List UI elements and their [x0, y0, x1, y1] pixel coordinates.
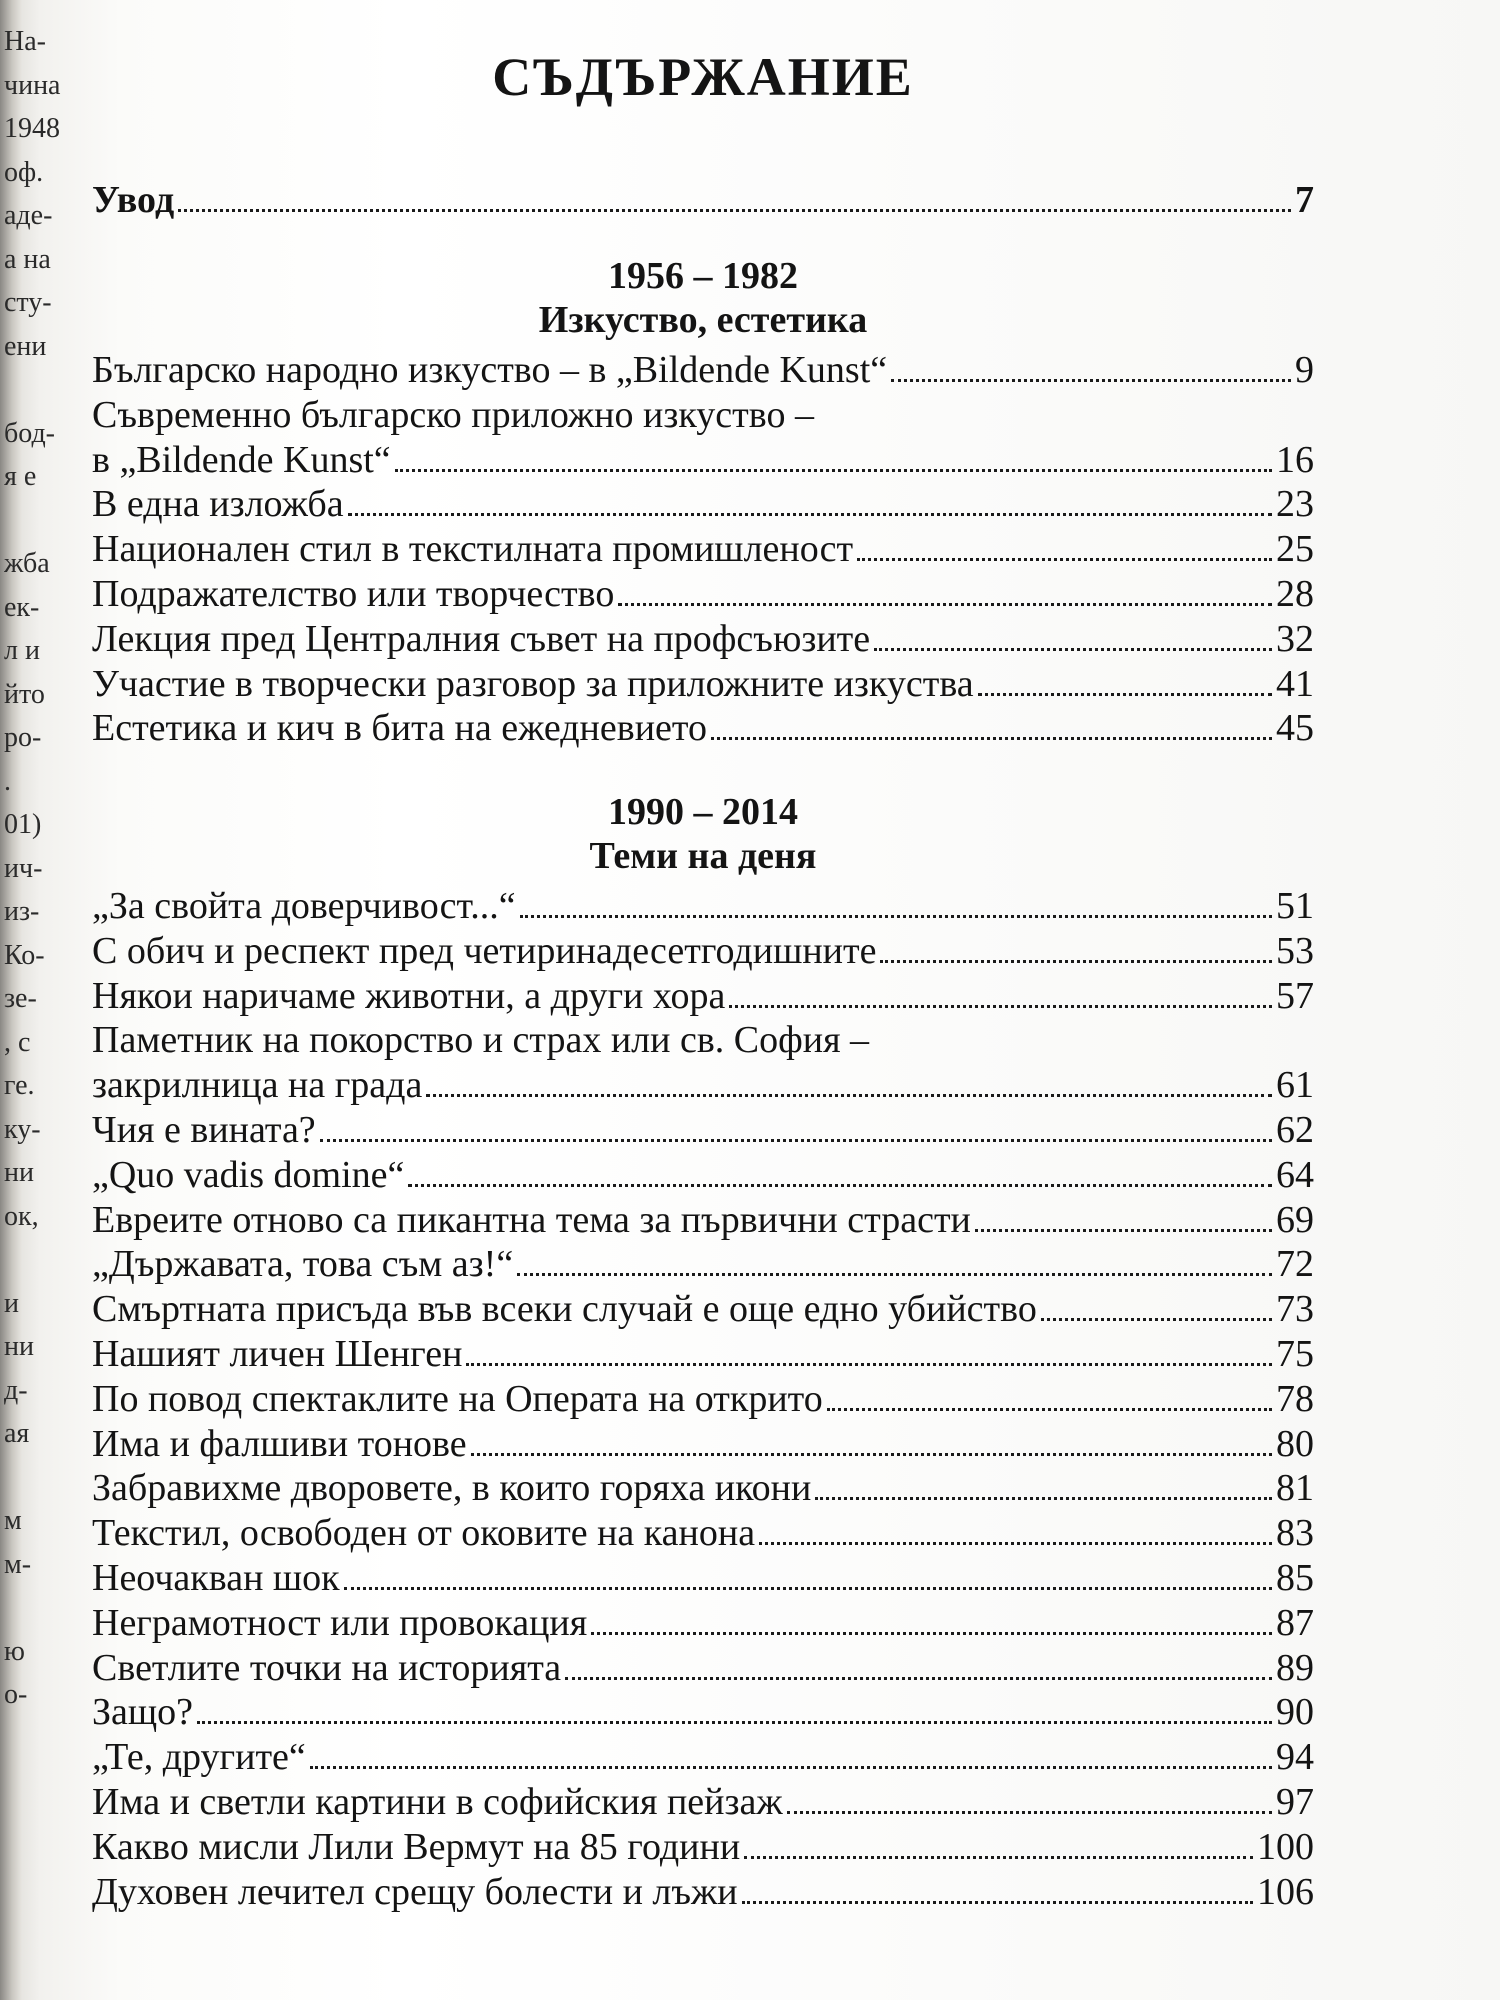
section-heading: Теми на деня	[589, 835, 817, 877]
facing-page-line: д-	[4, 1374, 28, 1406]
dot-leader	[310, 1765, 1272, 1769]
facing-page-line: аде-	[4, 200, 53, 231]
toc-entry-page: 72	[1276, 1243, 1314, 1285]
dot-leader	[711, 736, 1272, 740]
facing-page-line: и	[4, 1287, 19, 1319]
dot-leader	[395, 468, 1272, 472]
toc-entry-page: 78	[1276, 1378, 1314, 1420]
toc-entry-page: 97	[1276, 1781, 1314, 1823]
toc-entry-page: 75	[1276, 1333, 1314, 1375]
facing-page-line: ени	[4, 330, 47, 362]
facing-page-line: оф.	[4, 156, 44, 188]
toc-entry-text: Лекция пред Централния съвет на профсъюзите	[92, 618, 871, 660]
dot-leader	[827, 1407, 1272, 1411]
section-years: 1990 – 2014	[608, 791, 798, 833]
toc-entry-text: Естетика и кич в бита на ежедневието	[92, 707, 708, 749]
facing-page-line: 1948	[4, 113, 60, 144]
toc-entry	[92, 1198, 1314, 1242]
toc-entry-page: 73	[1276, 1288, 1314, 1330]
toc-entry-page: 69	[1276, 1199, 1314, 1241]
facing-page-line: о-	[4, 1679, 28, 1710]
section-heading: Изкуство, естетика	[538, 299, 868, 341]
toc-entry-text: По повод спектаклите на Операта на открито	[92, 1378, 823, 1420]
toc-entry-text: „Quo vadis domine“	[92, 1154, 405, 1196]
toc-entry-intro	[92, 178, 1314, 222]
facing-page-line	[4, 1456, 64, 1500]
toc-entry-text: Съвременно българско приложно изкуство –	[92, 394, 814, 436]
facing-page-line: ю	[4, 1635, 25, 1667]
toc-entry	[92, 662, 1314, 706]
toc-entry-text: в „Bildende Kunst“	[92, 439, 391, 481]
facing-page-line: Ко-	[4, 939, 45, 971]
facing-page-line: йто	[4, 678, 45, 710]
toc-entry	[92, 617, 1314, 661]
dot-leader	[344, 1586, 1272, 1590]
toc-entry	[92, 1601, 1314, 1645]
toc-entry-page: 94	[1276, 1736, 1314, 1778]
facing-page-line: из-	[4, 896, 40, 927]
facing-page-line: м-	[4, 1548, 32, 1580]
toc-entry-page: 80	[1276, 1423, 1314, 1465]
toc-entry	[92, 1646, 1314, 1690]
facing-page-line: ге.	[4, 1070, 35, 1101]
facing-page-line	[4, 1586, 64, 1630]
toc-entry	[92, 1332, 1314, 1376]
page-title: СЪДЪРЖАНИЕ	[492, 47, 914, 107]
section-years: 1956 – 1982	[608, 255, 798, 297]
dot-leader	[759, 1541, 1272, 1545]
toc-entry-text: Национален стил в текстилната промишленост	[92, 528, 854, 570]
facing-page-line: .	[4, 765, 11, 797]
toc-entry-text: В една изложба	[92, 483, 344, 525]
toc-entry-text: Има и фалшиви тонове	[92, 1423, 467, 1465]
toc-entry	[92, 929, 1314, 973]
toc-entry-page: 64	[1276, 1154, 1314, 1196]
dot-leader	[408, 1183, 1272, 1187]
facing-page-line: жба	[4, 548, 50, 579]
toc-entry-text: Неграмотност или провокация	[92, 1602, 588, 1644]
facing-page-fragment	[4, 20, 64, 1980]
table-of-contents	[92, 0, 1314, 2000]
toc-entry	[92, 1556, 1314, 1600]
facing-page-line: я е	[4, 461, 37, 492]
toc-entry-text: Има и светли картини в софийския пейзаж	[92, 1781, 783, 1823]
toc-entry-text: Паметник на покорство и страх или св. София –	[92, 1019, 870, 1061]
toc-entry-page: 9	[1295, 349, 1314, 391]
dot-leader	[857, 557, 1272, 561]
toc-entry-text: Духовен лечител срещу болести и лъжи	[92, 1871, 738, 1913]
toc-entry	[92, 884, 1314, 928]
facing-page-line: ич-	[4, 852, 43, 884]
facing-page-line: л и	[4, 635, 40, 666]
toc-entry-text: Защо?	[92, 1691, 194, 1733]
dot-leader	[742, 1900, 1253, 1904]
toc-entry-page: 81	[1276, 1467, 1314, 1509]
dot-leader	[975, 1228, 1272, 1232]
toc-entry-page: 16	[1276, 439, 1314, 481]
dot-leader	[197, 1720, 1272, 1724]
toc-entry-text: Забравихме дворовете, в които горяха икони	[92, 1467, 812, 1509]
toc-entry-page: 7	[1295, 179, 1314, 221]
facing-page-line: а на	[4, 243, 51, 275]
dot-leader	[815, 1496, 1272, 1500]
toc-entry	[92, 1735, 1314, 1779]
toc-entry-page: 28	[1276, 573, 1314, 615]
toc-entry-text: Участие в творчески разговор за приложните изкуства	[92, 663, 974, 705]
toc-entry-page: 100	[1257, 1826, 1314, 1868]
dot-leader	[891, 378, 1291, 382]
toc-entry-page: 90	[1276, 1691, 1314, 1733]
toc-entry-text: Текстил, освободен от оковите на канона	[92, 1512, 756, 1554]
facing-page-line: ро-	[4, 722, 42, 753]
toc-entry	[92, 438, 1314, 482]
facing-page-line: ку-	[4, 1113, 41, 1145]
toc-entry-text: Светлите точки на историята	[92, 1647, 562, 1689]
facing-page-line: м	[4, 1505, 22, 1536]
toc-entry	[92, 1153, 1314, 1197]
dot-leader	[320, 1138, 1272, 1142]
toc-entry-page: 45	[1276, 707, 1314, 749]
toc-entry	[92, 706, 1314, 750]
toc-entry	[92, 1780, 1314, 1824]
toc-entry-text: Чия е вината?	[92, 1109, 316, 1151]
dot-leader	[618, 602, 1272, 606]
facing-page-line: На-	[4, 26, 46, 57]
toc-entry-page: 25	[1276, 528, 1314, 570]
facing-page-line	[4, 1238, 64, 1282]
toc-entry	[92, 1422, 1314, 1466]
facing-page-line: бод-	[4, 417, 56, 449]
toc-entry	[92, 1287, 1314, 1331]
toc-entry-text: закрилница на града	[92, 1064, 423, 1106]
toc-entry	[92, 1466, 1314, 1510]
toc-entry	[92, 1690, 1314, 1734]
dot-leader	[880, 959, 1272, 963]
facing-page-line	[4, 499, 64, 543]
toc-entry	[92, 1063, 1314, 1107]
toc-entry-page: 41	[1276, 663, 1314, 705]
dot-leader	[520, 914, 1272, 918]
dot-leader	[466, 1362, 1272, 1366]
toc-entry-text: „За свойта доверчивост...“	[92, 885, 516, 927]
toc-entry	[92, 527, 1314, 571]
dot-leader	[471, 1452, 1272, 1456]
toc-entry-text: Нашият личен Шенген	[92, 1333, 463, 1375]
toc-entry-page: 32	[1276, 618, 1314, 660]
toc-entry-page: 61	[1276, 1064, 1314, 1106]
toc-entry	[92, 572, 1314, 616]
dot-leader	[517, 1272, 1272, 1276]
dot-leader	[874, 647, 1272, 651]
toc-entry-text: „Те, другите“	[92, 1736, 306, 1778]
dot-leader	[348, 512, 1272, 516]
toc-entry	[92, 1511, 1314, 1555]
facing-page-line: ни	[4, 1157, 34, 1188]
toc-entry-text: Някои наричаме животни, а други хора	[92, 975, 726, 1017]
toc-entry	[92, 1825, 1314, 1869]
dot-leader	[565, 1676, 1272, 1680]
dot-leader	[178, 208, 1291, 212]
facing-page-line: ок,	[4, 1200, 39, 1232]
facing-page-line: , с	[4, 1026, 31, 1058]
dot-leader	[591, 1631, 1272, 1635]
toc-entry-text: Смъртната присъда във всеки случай е още едно убийство	[92, 1288, 1037, 1330]
toc-entry	[92, 1242, 1314, 1286]
toc-entry	[92, 348, 1314, 392]
facing-page-line: ек-	[4, 591, 40, 623]
toc-entry	[92, 482, 1314, 526]
toc-entry	[92, 1377, 1314, 1421]
toc-entry	[92, 974, 1314, 1018]
toc-entry	[92, 1108, 1314, 1152]
toc-entry-page: 23	[1276, 483, 1314, 525]
facing-page-line: ни	[4, 1331, 34, 1362]
facing-page-line	[4, 368, 64, 412]
toc-entry-page: 85	[1276, 1557, 1314, 1599]
facing-page-line: сту-	[4, 287, 52, 318]
toc-entry-page: 83	[1276, 1512, 1314, 1554]
toc-entry-text: Подражателство или творчество	[92, 573, 615, 615]
toc-entry-text: Неочакван шок	[92, 1557, 340, 1599]
facing-page-line: зе-	[4, 983, 37, 1014]
toc-entry-page: 57	[1276, 975, 1314, 1017]
toc-entry-text: Българско народно изкуство – в „Bildende Kunst“	[92, 349, 888, 391]
toc-entry-page: 106	[1257, 1871, 1314, 1913]
facing-page-line: 01)	[4, 809, 42, 840]
toc-entry-text: Увод	[92, 179, 175, 221]
facing-page-line: ая	[4, 1418, 30, 1449]
dot-leader	[978, 692, 1272, 696]
toc-entry-page: 62	[1276, 1109, 1314, 1151]
toc-entry-text: Евреите отново са пикантна тема за първични страсти	[92, 1199, 971, 1241]
toc-entry-page: 51	[1276, 885, 1314, 927]
facing-page-line: чина	[4, 69, 61, 101]
toc-entry-text: Какво мисли Лили Вермут на 85 години	[92, 1826, 741, 1868]
dot-leader	[426, 1093, 1272, 1097]
toc-entry	[92, 1870, 1314, 1914]
toc-entry-page: 89	[1276, 1647, 1314, 1689]
toc-entry-page: 53	[1276, 930, 1314, 972]
toc-entry-text: „Държавата, това съм аз!“	[92, 1243, 514, 1285]
dot-leader	[787, 1810, 1272, 1814]
dot-leader	[729, 1004, 1272, 1008]
toc-entry-page: 87	[1276, 1602, 1314, 1644]
dot-leader	[744, 1855, 1253, 1859]
toc-entry-text: С обич и респект пред четиринадесетгодишните	[92, 930, 877, 972]
dot-leader	[1041, 1317, 1272, 1321]
